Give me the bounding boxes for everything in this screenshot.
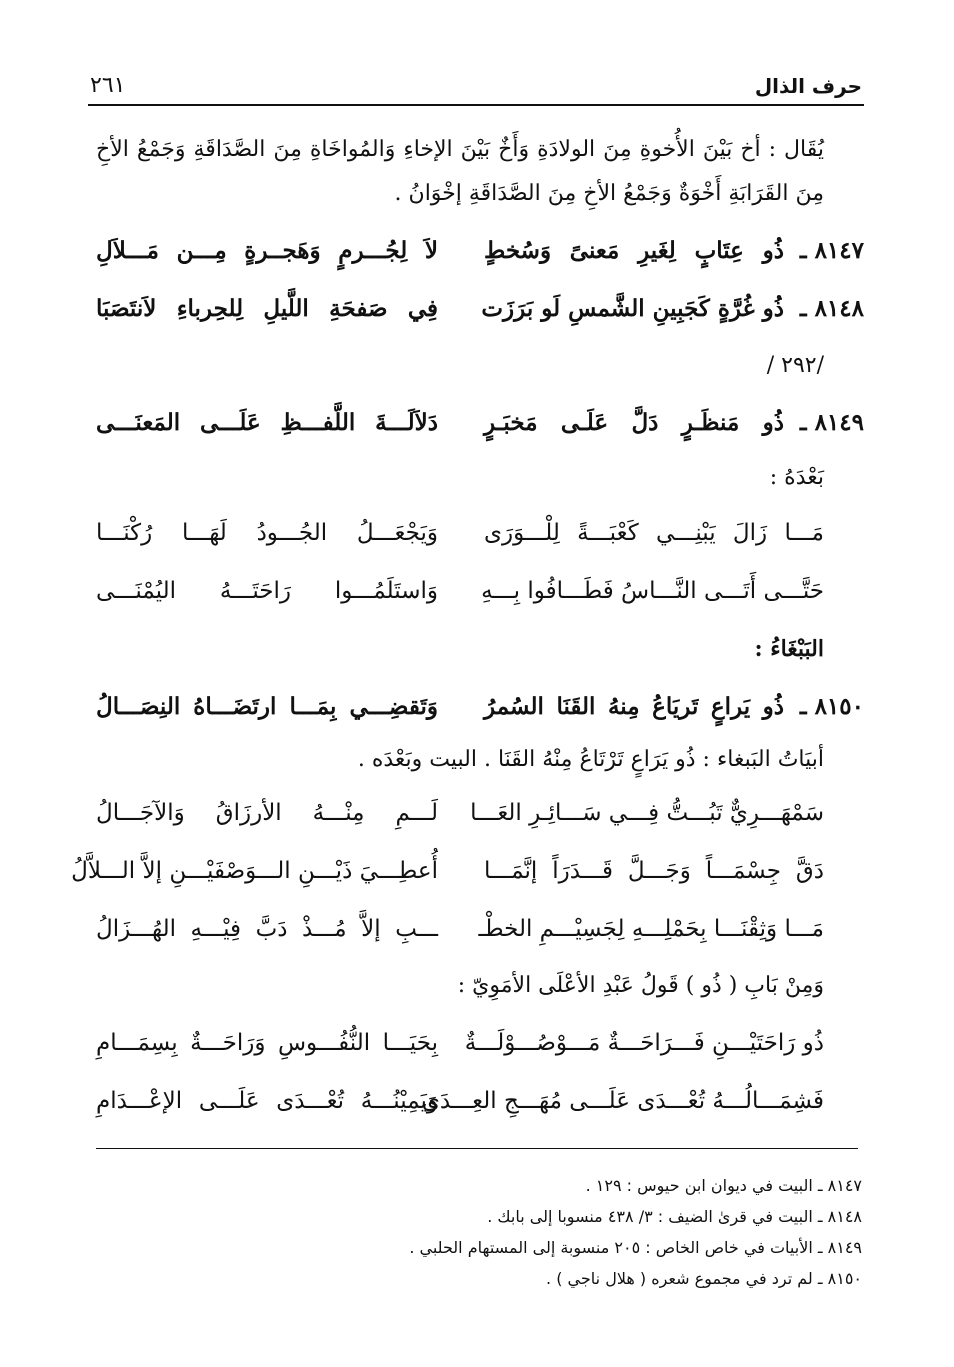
footnote-8147: ٨١٤٧ ـ البيت في ديوان ابن حيوس : ١٢٩ . xyxy=(585,1176,862,1195)
first-hemistich: مَـــا وَثِقْنَـــا بِحَمْلِـــهِ لِجَسِيْـــمِ الخطْـ xyxy=(478,916,824,942)
first-hemistich: فَشِمَـــالُـــهُ تُعْـــدَى عَلَـــى مُهَـــجِ العِـــدَى xyxy=(421,1088,824,1114)
first-hemistich: ذُو يَراعٍ تَريَاعُ مِنهُ القَنَا السُمرُ xyxy=(484,693,784,720)
first-hemistich: ذُو عِتَابٍ لِغَيرِ مَعنىً وَسُخطٍ xyxy=(484,237,784,264)
footnote-8150: ٨١٥٠ ـ لم ترد في مجموع شعره ( هلال ناجي ) . xyxy=(546,1269,862,1288)
footnotes xyxy=(96,1170,862,1294)
first-hemistich: ذُو مَنظَـرٍ دَلَّ عَلَـى مَخبَـرٍ xyxy=(484,409,784,436)
first-hemistich: ذُو رَاحَتَيْـــنِ فَـــرَاحَـــةٌ مَـــوْصُـــوْلَـــةٌ xyxy=(464,1030,824,1056)
section-label-parrot: البَبْغَاءُ : xyxy=(754,636,824,662)
page-number: ٢٦١ xyxy=(90,73,126,98)
second-hemistich: وَيَمِيْنُـــهُ تُعْـــدَى عَلَـــى الإعْـــدَامِ xyxy=(96,1088,438,1114)
page-reference: /٢٩٢ / xyxy=(766,353,824,378)
header-rule xyxy=(88,104,864,106)
footnote-8148: ٨١٤٨ ـ البيت في قرىٰ الضيف : ٣/ ٤٣٨ منسوبا إلى بابك . xyxy=(487,1207,862,1226)
chapter-title: حرف الذال xyxy=(754,74,862,98)
footnote-rule xyxy=(96,1148,858,1149)
second-hemistich: بِحَيَـــا النُّفُـــوسِ وَرَاحَـــةٌ بِسِمَـــامِ xyxy=(96,1030,438,1056)
verse-8147 xyxy=(96,222,864,280)
footnote-8149: ٨١٤٩ ـ الأبيات في خاص الخاص : ٢٠٥ منسوبة إلى المستهام الحلبي . xyxy=(409,1238,862,1257)
verse-8148 xyxy=(96,280,864,338)
second-hemistich: ـــبِ إلاَّ مُـــذْ دَبَّ فِيْـــهِ الهُـــزَالُ xyxy=(96,916,438,942)
second-hemistich: فِي صَفحَةِ اللَّيلِ لِلحِرباءِ لاَنتَصَبَا xyxy=(96,295,438,322)
first-hemistich: مَـــا زَالَ يَبْنِـــي كَعْبَـــةً لِلْـــوَرَى xyxy=(484,520,824,546)
second-hemistich: وَاستَلَمُـــوا رَاحَتَـــهُ اليُمْنَـــى xyxy=(96,578,438,604)
second-hemistich: دَلاَلَـــةَ اللَّفـــظِ عَلَـــى المَعنَـــى xyxy=(96,409,438,436)
verse-number: ٨١٥٠ ـ xyxy=(799,693,864,720)
second-hemistich: وَيَجْعَـــلُ الجُـــودُ لَهَـــا رُكْنَـــا xyxy=(96,520,438,546)
first-hemistich: سَمْهَـــرِيٌّ تَبُـــتُّ فِـــي سَـــائِـرِ العَـــا xyxy=(470,800,824,826)
main-text xyxy=(71,128,864,1130)
second-hemistich: وَتَقضِـــي بِمَـــا ارتَضَـــاهُ النِصَـــالُ xyxy=(96,693,438,720)
verse-number: ٨١٤٩ ـ xyxy=(799,409,864,436)
verse-after-2 xyxy=(96,562,864,620)
verse-parrot-3 xyxy=(96,900,864,958)
first-hemistich: حَتَّـــى أَتَـــى النَّـــاسُ فَطَـــافُوا بِـــهِ xyxy=(481,578,824,604)
first-hemistich: دَقَّ جِسْمَـــاً وَجَـــلَّ قَـــدَرَاً إنَّمَـــا xyxy=(484,858,824,884)
intro-paragraph: يُقَال : أخ بَيْنَ الأُخوةِ مِنَ الولادَةِ وَأَخٌ بَيْنَ الإخاءِ وَالمُواخَاةِ مِنَ الصَّدَاقَةِ وَجَمْعُ الأخِ مِنَ القَرَابَةِ أَخْوَةٌ وَجَمْعُ الأخِ مِنَ الصَّدَاقَةِ إخْوَانُ . xyxy=(96,137,824,206)
verse-after-1 xyxy=(96,504,864,562)
verse-number: ٨١٤٨ ـ xyxy=(799,295,864,322)
section-label-after: بَعْدَهُ : xyxy=(769,465,824,490)
running-header xyxy=(90,58,862,98)
parrot-note: أبيَاتُ البَبغاء : ذُو يَرَاعٍ تَرْتَاعُ مِنْهُ القَنَا . البيت وبَعْدَه . xyxy=(357,747,824,772)
first-hemistich: ذُو غُرَّةٍ كَجَبِينِ الشَّمسِ لَو بَرَزَت xyxy=(481,295,784,322)
verse-dhu-2 xyxy=(96,1072,864,1130)
second-hemistich: لاَ لِجُـــرمٍ وَهَجــرةٍ مِـــن مَـــلاَلِ xyxy=(96,237,438,264)
dhu-intro: وَمِنْ بَابِ ( ذُو ) قَولُ عَبْدِ الأعْلَى الأمَوِيّ : xyxy=(457,973,824,998)
verse-parrot-1 xyxy=(96,784,864,842)
verse-dhu-1 xyxy=(96,1014,864,1072)
verse-number: ٨١٤٧ ـ xyxy=(799,237,864,264)
verse-8150 xyxy=(96,678,864,736)
second-hemistich: أُعطِـــيَ ذَيْـــنِ الـــوَصْفَيْـــنِ إلاَّ الـــلاَّلُ xyxy=(71,858,438,884)
verse-parrot-2 xyxy=(71,842,864,900)
verse-8149 xyxy=(96,394,864,452)
second-hemistich: لَـــمِ مِنْـــهُ الأرزَاقُ وَالآجَـــالُ xyxy=(96,800,438,826)
